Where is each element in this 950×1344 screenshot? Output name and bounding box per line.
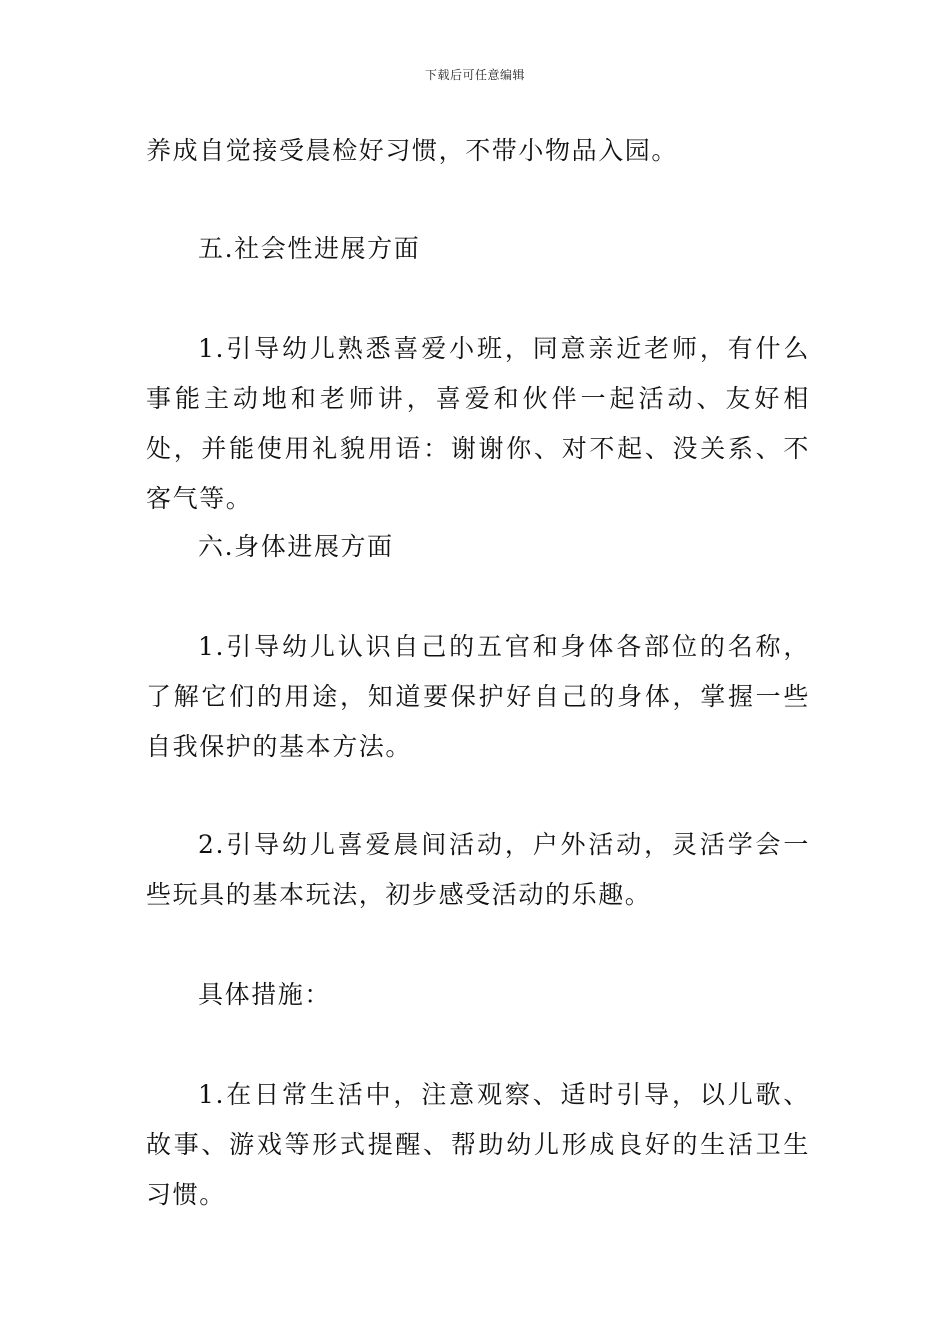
paragraph-social-1: 1.引导幼儿熟悉喜爱小班，同意亲近老师，有什么事能主动地和老师讲，喜爱和伙伴一起活动、友好相处，并能使用礼貌用语：谢谢你、对不起、没关系、不客气等。 bbox=[146, 334, 810, 513]
paragraph-body-2: 2.引导幼儿喜爱晨间活动，户外活动，灵活学会一些玩具的基本玩法，初步感受活动的乐趣。 bbox=[146, 830, 810, 909]
paragraph-body-1: 1.引导幼儿认识自己的五官和身体各部位的名称，了解它们的用途，知道要保护好自己的身体，掌握一些自我保护的基本方法。 bbox=[146, 632, 810, 761]
section-heading-social: 五.社会性进展方面 bbox=[198, 234, 421, 263]
paragraph-morning-check: 养成自觉接受晨检好习惯，不带小物品入园。 bbox=[146, 136, 679, 165]
header-note: 下载后可任意编辑 bbox=[424, 68, 525, 82]
section-heading-body: 六.身体进展方面 bbox=[198, 532, 394, 561]
paragraph-measures-1: 1.在日常生活中，注意观察、适时引导，以儿歌、故事、游戏等形式提醒、帮助幼儿形成良好的生活卫生习惯。 bbox=[146, 1080, 810, 1209]
section-heading-measures: 具体措施： bbox=[198, 980, 332, 1009]
